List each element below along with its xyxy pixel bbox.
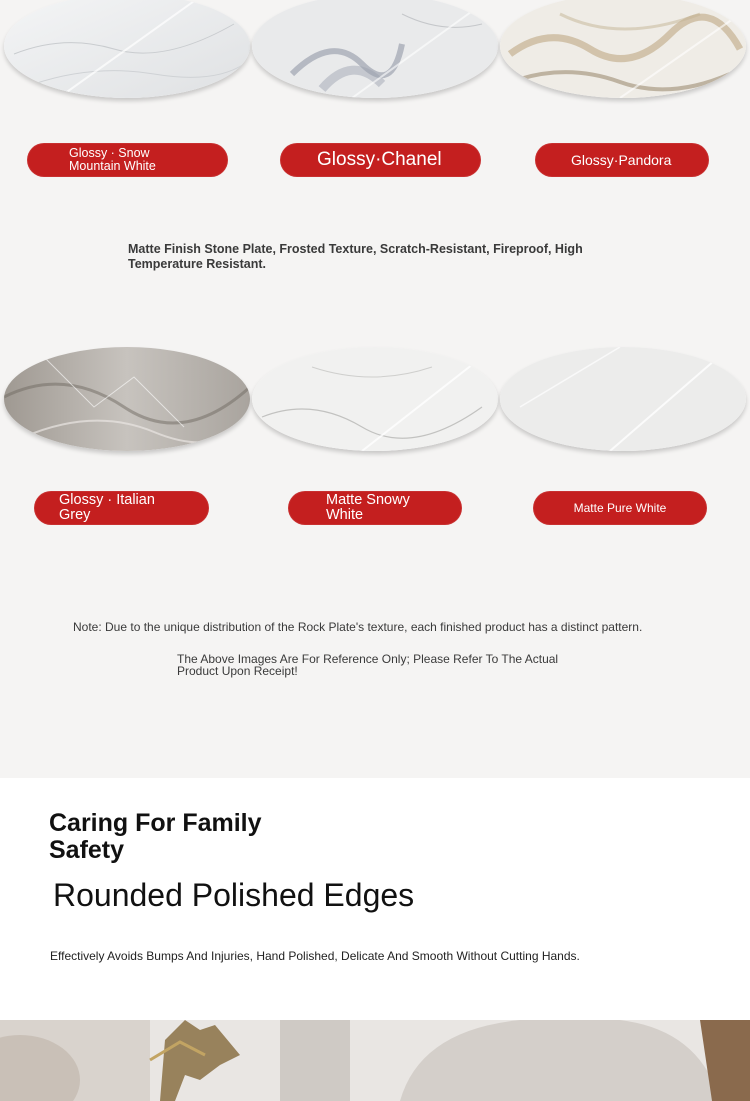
label-chanel [280,143,481,177]
label-pandora [535,143,709,177]
pure-white-disc [500,347,746,451]
italian-grey-disc [4,347,250,451]
label-pure-white [533,491,707,525]
label-line2: White [326,507,364,523]
pattern-note: Note: Due to the unique distribution of the Rock Plate's texture, each finished product has a distinct pattern. [73,620,643,634]
snowy-white-disc [252,347,498,451]
pandora-disc [500,0,746,98]
label-line1: Glossy·Pandora [571,151,672,168]
matte-description [128,242,588,272]
label-snowy-white [288,491,462,525]
safety-heading-line2: Safety [49,836,125,864]
rounded-edges-subtitle: Effectively Avoids Bumps And Injuries, Hand Polished, Delicate And Smooth Without Cutting Hands. [50,949,580,963]
label-line1: Glossy·Chanel [317,149,442,171]
matte-description-line1: Matte Finish Stone Plate, Frosted Texture, Scratch-Resistant, Fireproof, High [128,242,583,256]
safety-heading-line1: Caring For Family [49,809,262,837]
reference-note-line1: The Above Images Are For Reference Only; Please Refer To The Actual [177,652,559,666]
safety-heading [49,810,309,864]
label-line1: Matte Snowy [326,491,410,508]
label-italian-grey [34,491,209,525]
label-line1: Matte Pure White [573,500,667,515]
lifestyle-photo-art [0,1020,750,1101]
chanel-disc [252,0,498,98]
reference-note [177,653,577,677]
reference-note-line2: Product Upon Receipt! [177,664,298,678]
label-line2: Grey [59,507,91,523]
label-snow-mountain-white [27,143,228,177]
rounded-edges-title: Rounded Polished Edges [53,877,415,913]
snow-mountain-white-disc [4,0,250,98]
label-line1: Glossy · Italian [59,491,155,508]
label-line2: Mountain White [69,159,156,173]
lifestyle-photo [0,1020,750,1101]
matte-description-line2: Temperature Resistant. [128,257,267,271]
label-line1: Glossy · Snow [69,145,150,160]
